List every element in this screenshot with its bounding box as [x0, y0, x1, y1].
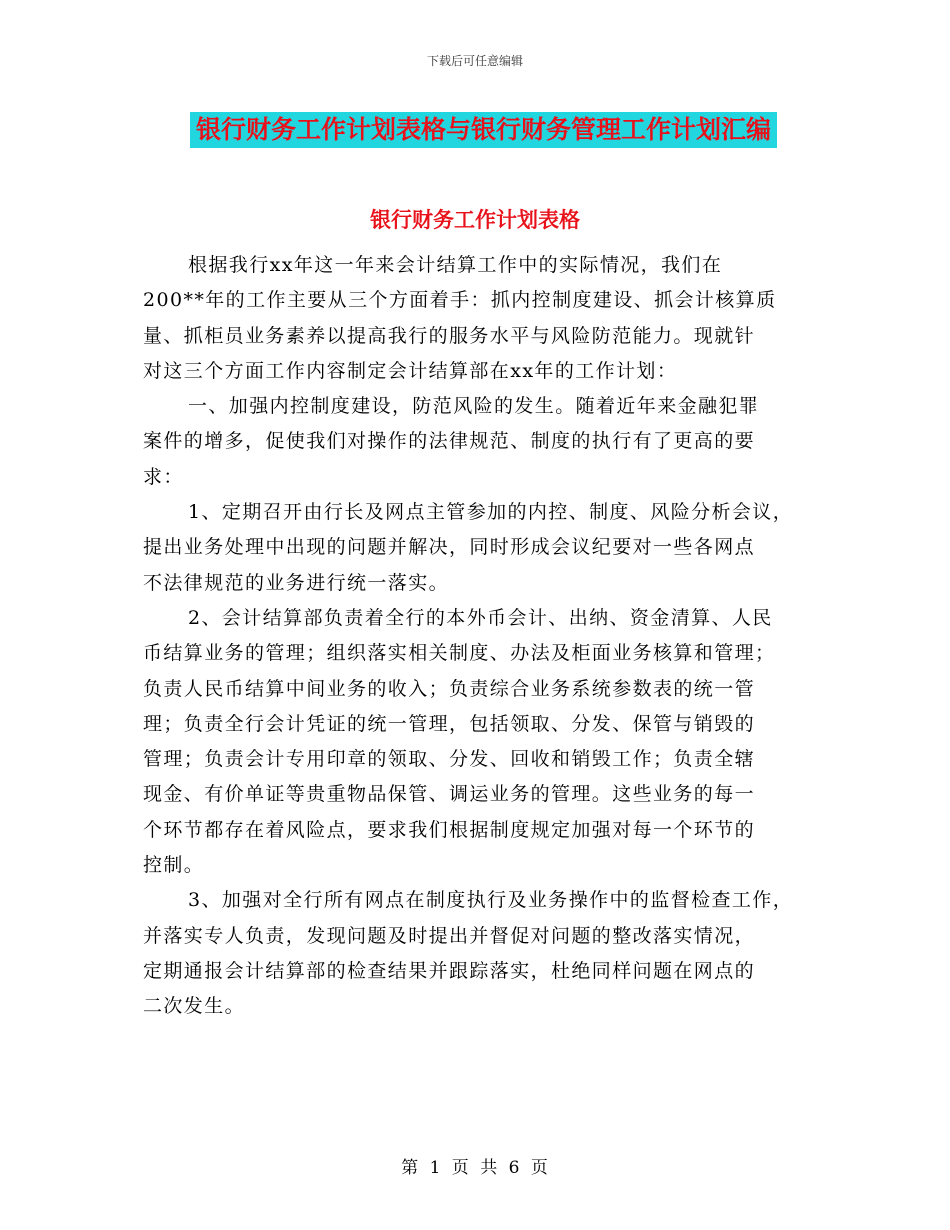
- text-line: 定期通报会计结算部的检查结果并跟踪落实，杜绝同样问题在网点的: [143, 959, 756, 982]
- text-line: 现金、有价单证等贵重物品保管、调运业务的管理。这些业务的每一: [143, 783, 756, 806]
- section-title: 银行财务工作计划表格: [370, 208, 580, 232]
- text-line: 二次发生。: [143, 995, 246, 1018]
- text-line: 负责人民币结算中间业务的收入；负责综合业务系统参数表的统一管: [143, 677, 756, 700]
- document-title: 银行财务工作计划表格与银行财务管理工作计划汇编: [190, 112, 777, 148]
- text-line: 管理；负责会计专用印章的领取、分发、回收和销毁工作；负责全辖: [143, 748, 756, 771]
- text-line: 200**年的工作主要从三个方面着手：抓内控制度建设、抓会计核算质: [143, 289, 777, 312]
- text-line: 求：: [143, 465, 184, 488]
- text-line: 理；负责全行会计凭证的统一管理，包括领取、分发、保管与销毁的: [143, 712, 756, 735]
- text-line: 提出业务处理中出现的问题并解决，同时形成会议纪要对一些各网点: [143, 536, 756, 559]
- total-unit: 页: [530, 1158, 549, 1178]
- page-number: 1: [429, 1158, 442, 1178]
- text-line: 案件的增多，促使我们对操作的法律规范、制度的执行有了更高的要: [143, 430, 756, 453]
- text-line: 不法律规范的业务进行统一落实。: [143, 571, 450, 594]
- text-line: 1、定期召开由行长及网点主管参加的内控、制度、风险分析会议，: [188, 501, 794, 524]
- page-word: 第: [401, 1158, 420, 1178]
- document-body: [143, 248, 823, 1025]
- paragraph-item-2: [143, 601, 823, 883]
- total-word: 共: [480, 1158, 499, 1178]
- paragraph-intro: [143, 248, 823, 389]
- page-footer: [0, 1153, 950, 1178]
- text-line: 币结算业务的管理；组织落实相关制度、办法及柜面业务核算和管理；: [143, 642, 776, 665]
- text-line: 根据我行xx年这一年来会计结算工作中的实际情况，我们在: [188, 254, 723, 276]
- text-line: 2、会计结算部负责着全行的本外币会计、出纳、资金清算、人民: [188, 606, 773, 629]
- header-note: 下载后可任意编辑: [426, 54, 523, 68]
- text-line: 并落实专人负责，发现问题及时提出并督促对问题的整改落实情况，: [143, 924, 756, 947]
- text-line: 对这三个方面工作内容制定会计结算部在xx年的工作计划：: [143, 359, 678, 382]
- total-pages: 6: [508, 1158, 521, 1178]
- text-line: 3、加强对全行所有网点在制度执行及业务操作中的监督检查工作，: [188, 889, 794, 912]
- paragraph-item-3: [143, 883, 823, 1024]
- text-line: 个环节都存在着风险点，要求我们根据制度规定加强对每一个环节的: [143, 818, 756, 841]
- paragraph-section-one: [143, 389, 823, 495]
- paragraph-item-1: [143, 495, 823, 601]
- page-unit: 页: [451, 1158, 470, 1178]
- text-line: 量、抓柜员业务素养以提高我行的服务水平与风险防范能力。现就针: [143, 324, 756, 347]
- text-line: 控制。: [143, 854, 205, 877]
- text-line: 一、加强内控制度建设，防范风险的发生。随着近年来金融犯罪: [188, 395, 760, 418]
